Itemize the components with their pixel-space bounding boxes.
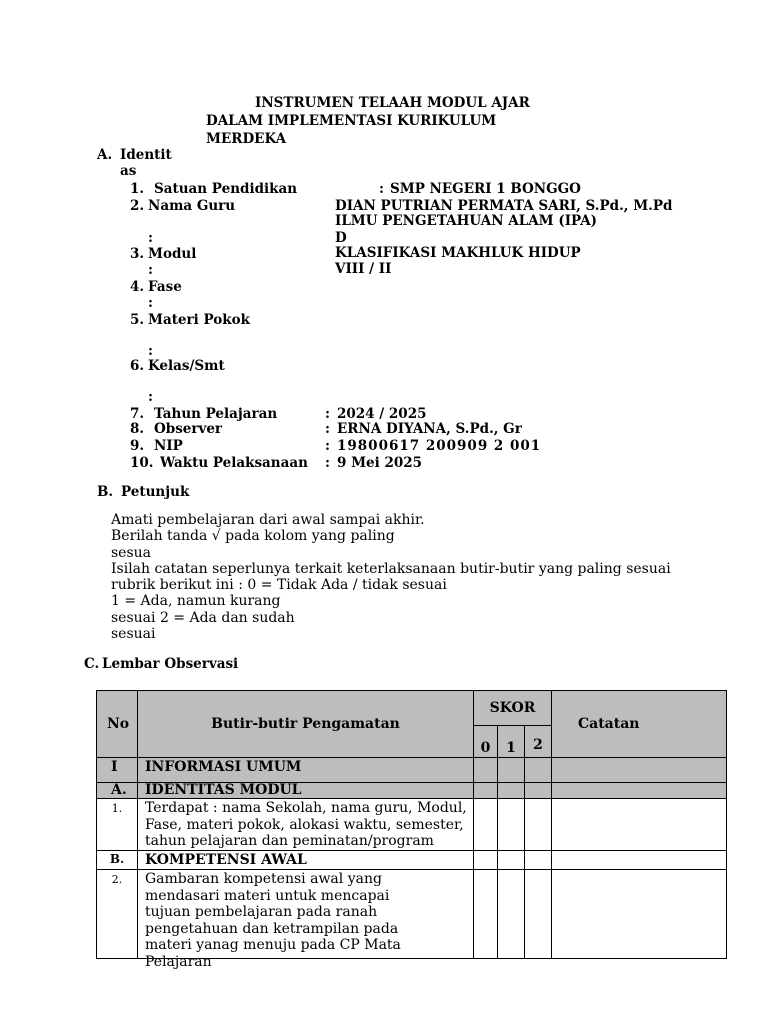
field-value-nip: 19800617 200909 2 001 <box>337 438 542 454</box>
field-value-satuan-pendidikan: SMP NEGERI 1 BONGGO <box>390 181 581 197</box>
field-value-observer: ERNA DIYANA, S.Pd., Gr <box>337 421 522 437</box>
row-number: 1. <box>97 799 138 851</box>
field-value-tahun-pelajaran: 2024 / 2025 <box>337 406 427 422</box>
field-colon: : <box>148 230 153 246</box>
table-row <box>97 758 727 783</box>
section-a-heading-part2: as <box>120 163 137 179</box>
notes-cell[interactable] <box>552 799 727 851</box>
petunjuk-line: Berilah tanda √ pada kolom yang paling <box>111 528 395 545</box>
field-number: 3. <box>130 246 145 262</box>
header-skor: SKOR <box>474 691 552 726</box>
score-cell-2[interactable] <box>525 758 552 783</box>
score-cell-0[interactable] <box>474 851 498 870</box>
field-label-observer: Observer <box>154 421 223 437</box>
field-value-materi-pokok: KLASIFIKASI MAKHLUK HIDUP <box>335 245 581 261</box>
notes-cell[interactable] <box>552 870 727 959</box>
score-cell-2[interactable] <box>525 851 552 870</box>
row-text: INFORMASI UMUM <box>138 758 474 783</box>
score-cell-0[interactable] <box>474 758 498 783</box>
field-colon: : <box>379 181 384 197</box>
observation-table <box>96 690 727 970</box>
section-b-heading: Petunjuk <box>121 484 190 500</box>
field-number: 4. <box>130 279 145 295</box>
header-butir-pengamatan: Butir-butir Pengamatan <box>138 691 474 758</box>
header-skor-1: 1 <box>498 726 525 758</box>
notes-cell[interactable] <box>552 758 727 783</box>
header-no: No <box>97 691 138 758</box>
score-cell-0[interactable] <box>474 783 498 799</box>
field-value-waktu-pelaksanaan: 9 Mei 2025 <box>337 455 423 471</box>
field-label-satuan-pendidikan: Satuan Pendidikan <box>154 181 298 197</box>
petunjuk-line: Amati pembelajaran dari awal sampai akhir. <box>111 512 425 528</box>
score-cell-2[interactable] <box>525 870 552 959</box>
field-value-modul: ILMU PENGETAHUAN ALAM (IPA) <box>335 213 598 229</box>
field-label-kelas-smt: Kelas/Smt <box>148 358 225 374</box>
petunjuk-line: rubrik berikut ini : 0 = Tidak Ada / tidak sesuai <box>111 577 447 594</box>
header-skor-2: 2 <box>525 726 552 758</box>
field-number: 7. <box>130 406 145 422</box>
field-value-fase: D <box>335 230 347 246</box>
row-number: A. <box>97 783 138 799</box>
table-row <box>97 851 727 870</box>
field-value-nama-guru: DIAN PUTRIAN PERMATA SARI, S.Pd., M.Pd <box>335 198 673 214</box>
field-colon: : <box>325 438 330 454</box>
section-c-heading: Lembar Observasi <box>102 656 239 672</box>
field-label-modul: Modul <box>148 246 197 262</box>
table-row <box>97 783 727 799</box>
field-label-nip: NIP <box>154 438 183 454</box>
row-number: B. <box>97 851 138 870</box>
header-catatan: Catatan <box>552 691 727 758</box>
petunjuk-line: sesuai 2 = Ada dan sudah <box>111 609 295 626</box>
row-number: I <box>97 758 138 783</box>
score-cell-0[interactable] <box>474 799 498 851</box>
petunjuk-line: 1 = Ada, namun kurang <box>111 593 281 610</box>
field-number: 1. <box>130 181 145 197</box>
row-text: KOMPETENSI AWAL <box>138 851 474 870</box>
field-colon: : <box>325 406 330 422</box>
field-number: 6. <box>130 358 145 374</box>
score-cell-1[interactable] <box>498 799 525 851</box>
header-skor-0: 0 <box>474 726 498 758</box>
score-cell-1[interactable] <box>498 783 525 799</box>
field-colon: : <box>325 455 330 471</box>
field-colon: : <box>148 295 153 311</box>
section-a-heading-part1: Identit <box>120 147 172 163</box>
row-text: IDENTITAS MODUL <box>138 783 474 799</box>
score-cell-0[interactable] <box>474 870 498 959</box>
field-number: 9. <box>130 438 145 454</box>
row-text: Terdapat : nama Sekolah, nama guru, Modul, Fase, materi pokok, alokasi waktu, semester, tahun pelajaran dan peminatan/program <box>138 799 474 851</box>
petunjuk-text <box>111 512 671 642</box>
field-colon: : <box>325 421 330 437</box>
field-label-fase: Fase <box>148 279 182 295</box>
doc-title-line-2: DALAM IMPLEMENTASI KURIKULUM <box>206 113 497 129</box>
score-cell-1[interactable] <box>498 870 525 959</box>
field-colon: : <box>148 389 153 405</box>
section-a-letter: A. <box>97 147 113 163</box>
petunjuk-line: sesuai <box>111 626 156 643</box>
field-label-waktu-pelaksanaan: Waktu Pelaksanaan <box>160 455 308 471</box>
petunjuk-line: Isilah catatan seperlunya terkait keterlaksanaan butir-butir yang paling sesuai <box>111 560 671 577</box>
field-number: 5. <box>130 312 145 328</box>
score-cell-1[interactable] <box>498 851 525 870</box>
section-c-letter: C. <box>84 656 100 672</box>
score-cell-1[interactable] <box>498 758 525 783</box>
score-cell-2[interactable] <box>525 799 552 851</box>
field-label-tahun-pelajaran: Tahun Pelajaran <box>154 406 278 422</box>
table-row <box>97 799 727 851</box>
doc-title-line-1: INSTRUMEN TELAAH MODUL AJAR <box>255 95 530 111</box>
row-number: 2. <box>97 870 138 959</box>
field-number: 8. <box>130 421 145 437</box>
field-label-nama-guru: Nama Guru <box>148 198 236 214</box>
score-cell-2[interactable] <box>525 783 552 799</box>
doc-title-line-3: MERDEKA <box>206 131 287 147</box>
row-text: Gambaran kompetensi awal yang mendasari materi untuk mencapai tujuan pembelajaran pada ranah pengetahuan dan ketrampilan pada materi yanag menuju pada CP Mata Pelajaran <box>138 870 474 959</box>
notes-cell[interactable] <box>552 851 727 870</box>
field-value-kelas-smt: VIII / II <box>335 261 392 277</box>
petunjuk-line: sesua <box>111 544 152 561</box>
field-label-materi-pokok: Materi Pokok <box>148 312 250 328</box>
table-row <box>97 870 727 959</box>
section-b-letter: B. <box>97 484 114 500</box>
notes-cell[interactable] <box>552 783 727 799</box>
field-number: 10. <box>130 455 154 471</box>
field-colon: : <box>148 262 153 278</box>
field-colon: : <box>148 343 153 359</box>
field-number: 2. <box>130 198 145 214</box>
